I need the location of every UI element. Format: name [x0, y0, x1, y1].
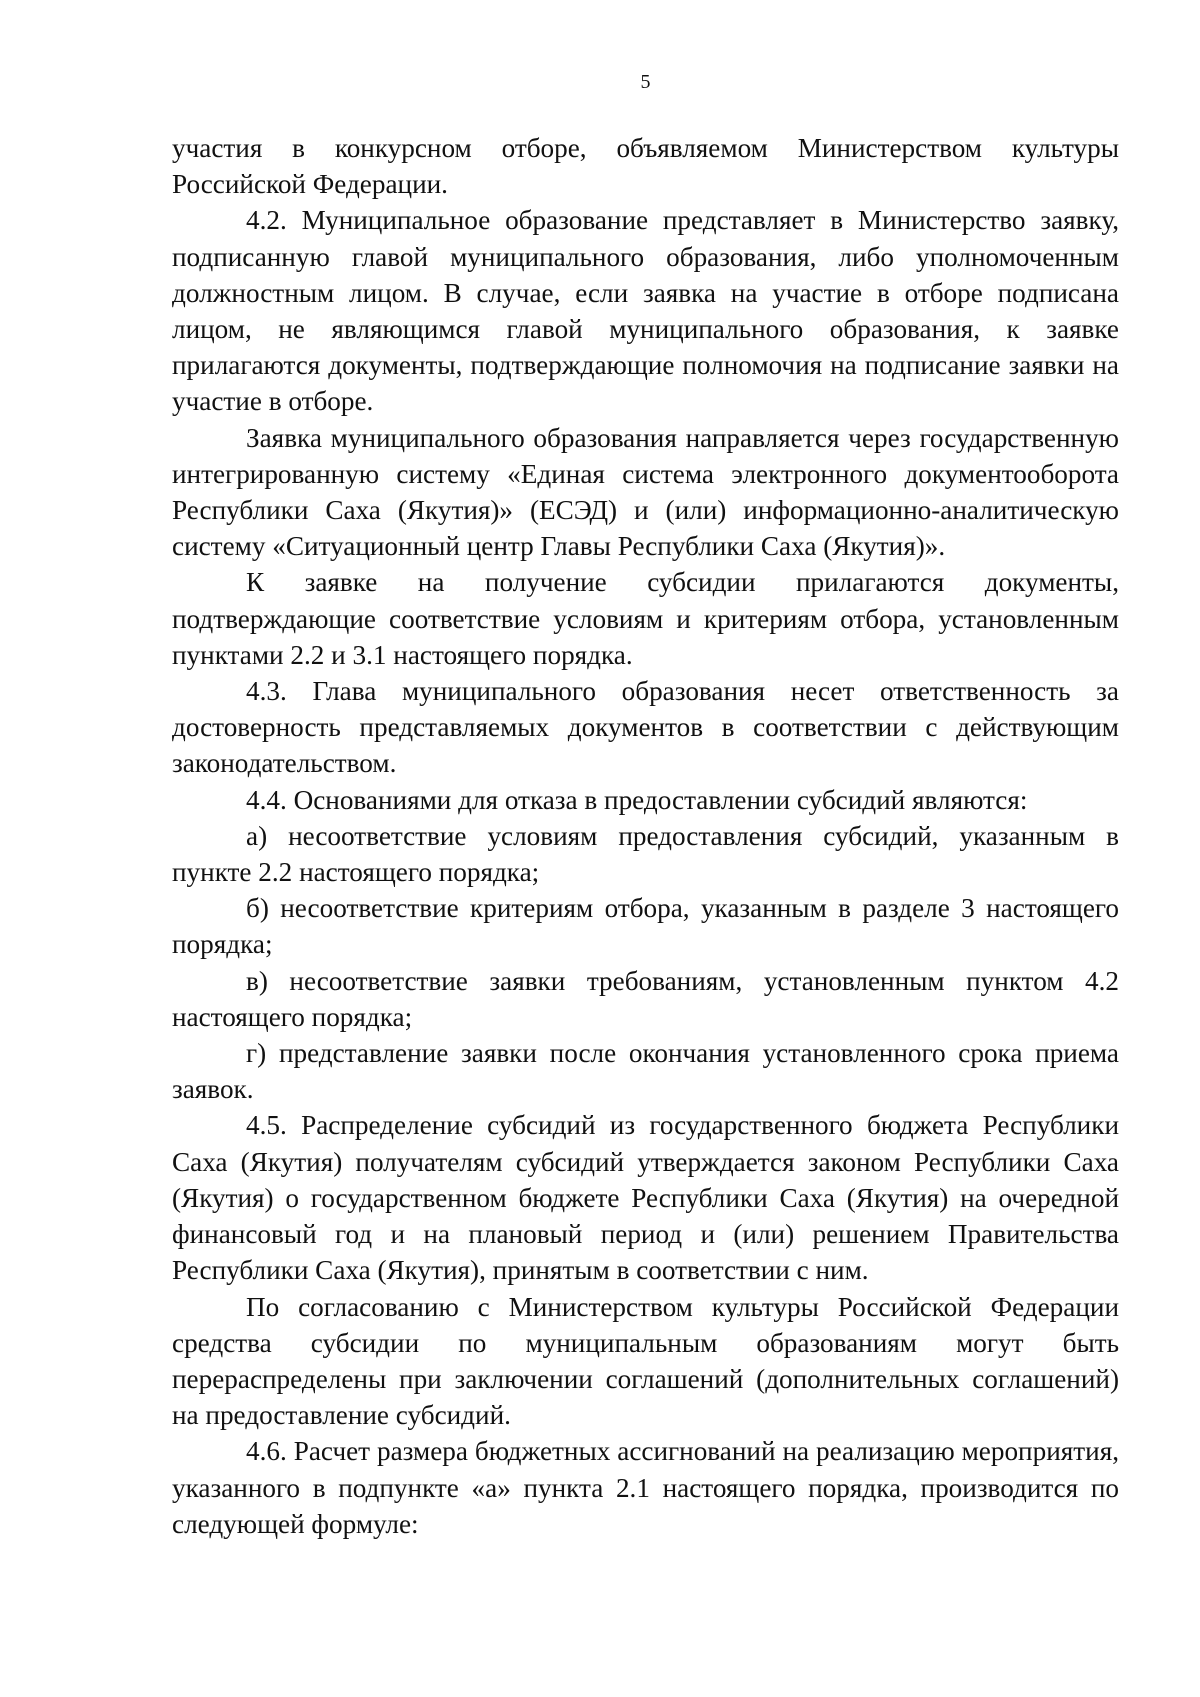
paragraph: 4.6. Расчет размера бюджетных ассигнований на реализацию мероприятия, указанного в подпункте «а» пункта 2.1 настоящего порядка, производится по следующей формуле:	[172, 1436, 1119, 1539]
list-item: в) несоответствие заявки требованиям, установленным пунктом 4.2 настоящего порядка;	[172, 965, 1119, 1032]
paragraph: участия в конкурсном отборе, объявляемом Министерством культуры Российской Федерации.	[172, 133, 1119, 200]
page-number: 5	[640, 71, 651, 93]
paragraph: По согласованию с Министерством культуры Российской Федерации средства субсидии по муниципальным образованиям могут быть перераспределены при заключении соглашений (дополнительных соглашений) на предоставление субсидий.	[172, 1291, 1119, 1431]
document-body	[172, 130, 1119, 1542]
paragraph: 4.5. Распределение субсидий из государственного бюджета Республики Саха (Якутия) получателям субсидий утверждается законом Республики Саха (Якутия) о государственном бюджете Республики Саха (Якутия) на очередной финансовый год и на плановый период и (или) решением Правительства Республики Саха (Якутия), принятым в соответствии с ним.	[172, 1110, 1119, 1286]
paragraph: К заявке на получение субсидии прилагаются документы, подтверждающие соответствие условиям и критериям отбора, установленным пунктами 2.2 и 3.1 настоящего порядка.	[172, 567, 1119, 670]
paragraph: 4.3. Глава муниципального образования несет ответственность за достоверность представляемых документов в соответствии с действующим законодательством.	[172, 676, 1119, 779]
paragraph: 4.2. Муниципальное образование представляет в Министерство заявку, подписанную главой муниципального образования, либо уполномоченным должностным лицом. В случае, если заявка на участие в отборе подписана лицом, не являющимся главой муниципального образования, к заявке прилагаются документы, подтверждающие полномочия на подписание заявки на участие в отборе.	[172, 205, 1119, 417]
paragraph: Заявка муниципального образования направляется через государственную интегрированную систему «Единая система электронного документооборота Республики Саха (Якутия)» (ЕСЭД) и (или) информационно-аналитическую систему «Ситуационный центр Главы Республики Саха (Якутия)».	[172, 422, 1119, 562]
list-item: г) представление заявки после окончания установленного срока приема заявок.	[172, 1038, 1119, 1105]
paragraph: 4.4. Основаниями для отказа в предоставлении субсидий являются:	[246, 784, 1028, 815]
list-item: а) несоответствие условиям предоставления субсидий, указанным в пункте 2.2 настоящего порядка;	[172, 820, 1119, 888]
list-item: б) несоответствие критериям отбора, указанным в разделе 3 настоящего порядка;	[172, 893, 1119, 960]
